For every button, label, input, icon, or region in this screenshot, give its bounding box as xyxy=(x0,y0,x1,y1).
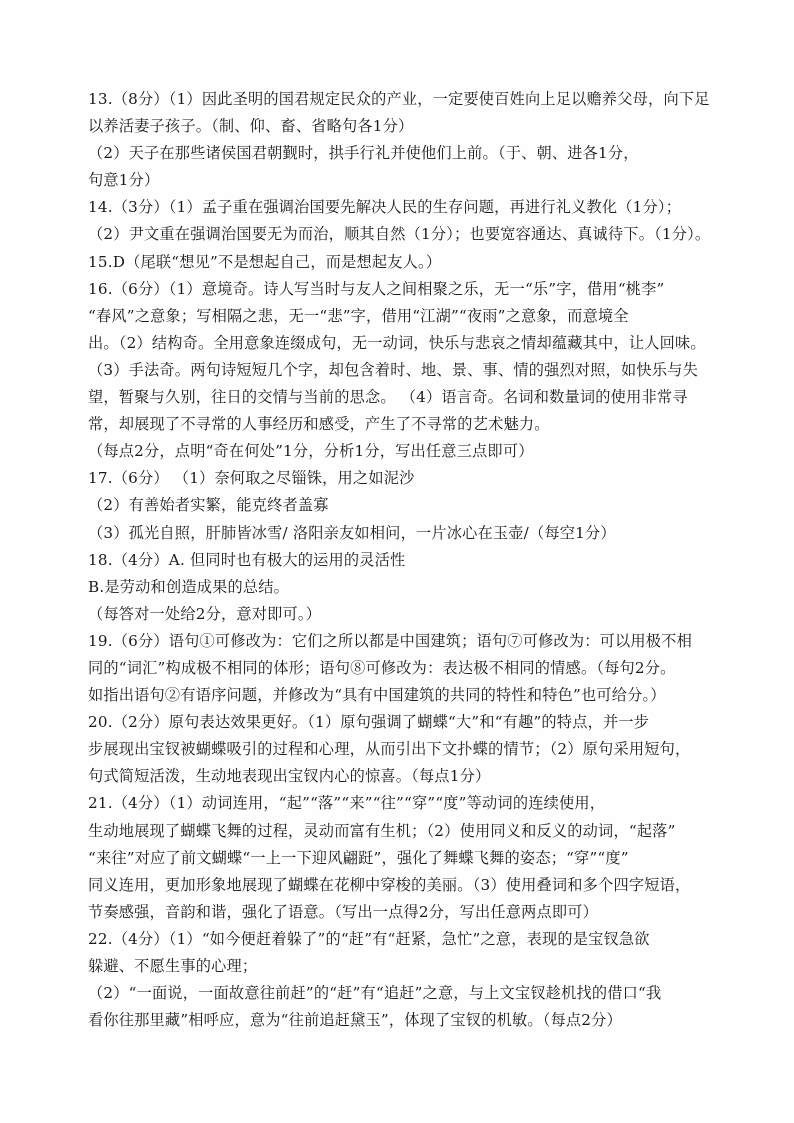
text-line: 如指出语句②有语序问题，并修改为“具有中国建筑的共同的特性和特色”也可给分。） xyxy=(88,686,666,705)
text-line: （每点2分，点明“奇在何处”1分，分析1分，写出任意三点即可） xyxy=(88,442,534,461)
text-line: 步展现出宝钗被蝴蝶吸引的过程和心理，从而引出下文扑蝶的情节；（2）原句采用短句， xyxy=(88,740,691,759)
text-line: （3）手法奇。两句诗短短几个字，却包含着时、地、景、事、情的强烈对照，如快乐与失 xyxy=(88,360,698,379)
text-line: 16.（6分）（1）意境奇。诗人写当时与友人之间相聚之乐，无一“乐”字，借用“桃李” xyxy=(88,279,665,298)
text-line: （2）天子在那些诸侯国君朝觐时，拱手行礼并使他们上前。（于、朝、进各1分， xyxy=(88,144,639,163)
text-line: 句式简短活泼，生动地表现出宝钗内心的惊喜。（每点1分） xyxy=(88,767,491,786)
text-line: 同的“词汇”构成极不相同的体形；语句⑧可修改为：表达极不相同的情感。（每句2分。 xyxy=(88,658,676,677)
text-line: 望，暂聚与久别，往日的交情与当前的思念。 （4）语言奇。名词和数量词的使用非常寻 xyxy=(88,388,688,407)
text-line: “春风”之意象；写相隔之悲，无一“悲”字，借用“江湖”“夜雨”之意象，而意境全 xyxy=(88,306,629,325)
text-line: 同义连用，更加形象地展现了蝴蝶在花柳中穿梭的美丽。（3）使用叠词和多个四字短语， xyxy=(88,875,691,894)
text-line: （2）尹文重在强调治国要无为而治，顺其自然（1分）；也要宽容通达、真诚待下。（1分）。 xyxy=(88,225,711,244)
text-line: 21.（4分）（1）动词连用，“起”“落”“来”“往”“穿”“度”等动词的连续使用， xyxy=(88,794,606,813)
text-line: 节奏感强，音韵和谐，强化了语意。（写出一点得2分，写出任意两点即可） xyxy=(88,902,599,921)
text-line: 18.（4分）A. 但同时也有极大的运用的灵活性 xyxy=(88,550,406,569)
text-line: 句意1分） xyxy=(88,171,160,190)
text-line: 以养活妻子孩子。（制、仰、畜、省略句各1分） xyxy=(88,117,414,136)
text-line: （2）有善始者实繁，能克终者盖寡 xyxy=(88,496,329,515)
text-line: B.是劳动和创造成果的总结。 xyxy=(88,577,290,596)
text-line: （3）孤光自照，肝肺皆冰雪/ 洛阳亲友如相问，一片冰心在玉壶/（每空1分） xyxy=(88,523,616,542)
text-line: （2）“一面说，一面故意往前赶”的“赶”有“追赶”之意，与上文宝钗趁机找的借口“我 xyxy=(88,984,662,1003)
text-line: 13.（8分）（1）因此圣明的国君规定民众的产业，一定要使百姓向上足以赡养父母，向下足 xyxy=(88,90,710,108)
text-line: 17.（6分） （1）奈何取之尽锱铢，用之如泥沙 xyxy=(88,469,415,488)
text-line: （每答对一处给2分，意对即可。） xyxy=(88,604,322,623)
text-line: 常，却展现了不寻常的人事经历和感受，产生了不寻常的艺术魅力。 xyxy=(88,415,550,434)
text-line: 19.（6分）语句①可修改为：它们之所以都是中国建筑；语句⑦可修改为：可以用极不相 xyxy=(88,631,692,650)
text-line: 出。（2）结构奇。全用意象连缀成句，无一动词，快乐与悲哀之情却蕴藏其中，让人回味。 xyxy=(88,333,706,352)
text-line: 15.D（尾联“想见”不是想起自己，而是想起友人。） xyxy=(88,252,442,271)
text-line: 20.（2分）原句表达效果更好。（1）原句强调了蝴蝶“大”和“有趣”的特点，并一步 xyxy=(88,713,650,732)
text-line: “来往”对应了前文蝴蝶“一上一下迎风翩跹”，强化了舞蝶飞舞的姿态；“穿”“度” xyxy=(88,848,629,867)
text-line: 14.（3分）（1）孟子重在强调治国要先解决人民的生存问题，再进行礼义教化（1分）； xyxy=(88,198,682,217)
text-line: 躲避、不愿生事的心理； xyxy=(88,957,258,975)
text-line: 生动地展现了蝴蝶飞舞的过程，灵动而富有生机；（2）使用同义和反义的动词，“起落” xyxy=(88,821,676,840)
text-line: 看你往那里藏”相呼应，意为“往前追赶黛玉”，体现了宝钗的机敏。（每点2分） xyxy=(88,1011,622,1030)
text-line: 22.（4分）（1）“如今便赶着躲了”的“赶”有“赶紧，急忙”之意，表现的是宝钗急欲 xyxy=(88,929,650,948)
